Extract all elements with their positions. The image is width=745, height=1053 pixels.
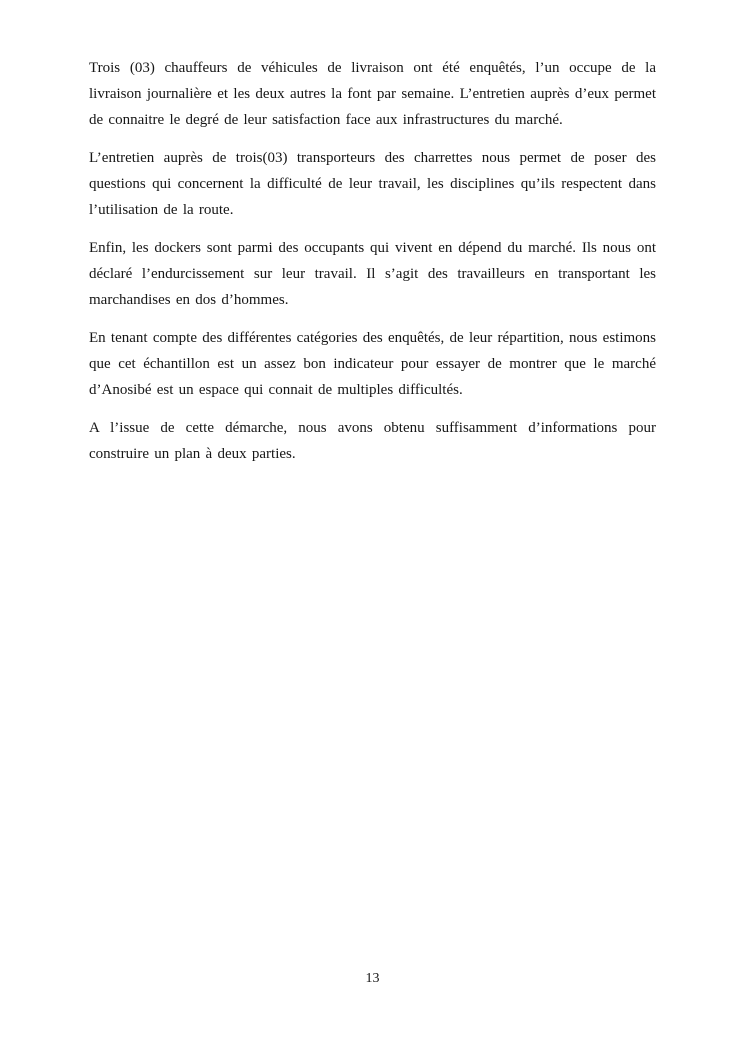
paragraph-cart-transporters: L’entretien auprès de trois(03) transporteurs des charrettes nous permet de poser des questions qui concernent la difficulté de leur travail, les disciplines qu’ils respectent dans l’utilisation de la route. xyxy=(89,150,656,218)
paragraph-drivers-survey: Trois (03) chauffeurs de véhicules de livraison ont été enquêtés, l’un occupe de la livraison journalière et les deux autres la font par semaine. L’entretien auprès d’eux permet de connaitre le degré de leur satisfaction face aux infrastructures du marché. xyxy=(89,60,656,128)
paragraph-plan-announcement: A l’issue de cette démarche, nous avons obtenu suffisamment d’informations pour construire un plan à deux parties. xyxy=(89,420,656,462)
page-number: 13 xyxy=(365,971,380,986)
page-body-text xyxy=(89,55,656,467)
paragraph-dockers: Enfin, les dockers sont parmi des occupants qui vivent en dépend du marché. Ils nous ont déclaré l’endurcissement sur leur travail. Il s’agit des travailleurs en transportant les marchandises en dos d’hommes. xyxy=(89,240,656,308)
paragraph-sample-conclusion: En tenant compte des différentes catégories des enquêtés, de leur répartition, nous estimons que cet échantillon est un assez bon indicateur pour essayer de montrer que le marché d’Anosibé est un espace qui connait de multiples difficultés. xyxy=(89,330,656,398)
